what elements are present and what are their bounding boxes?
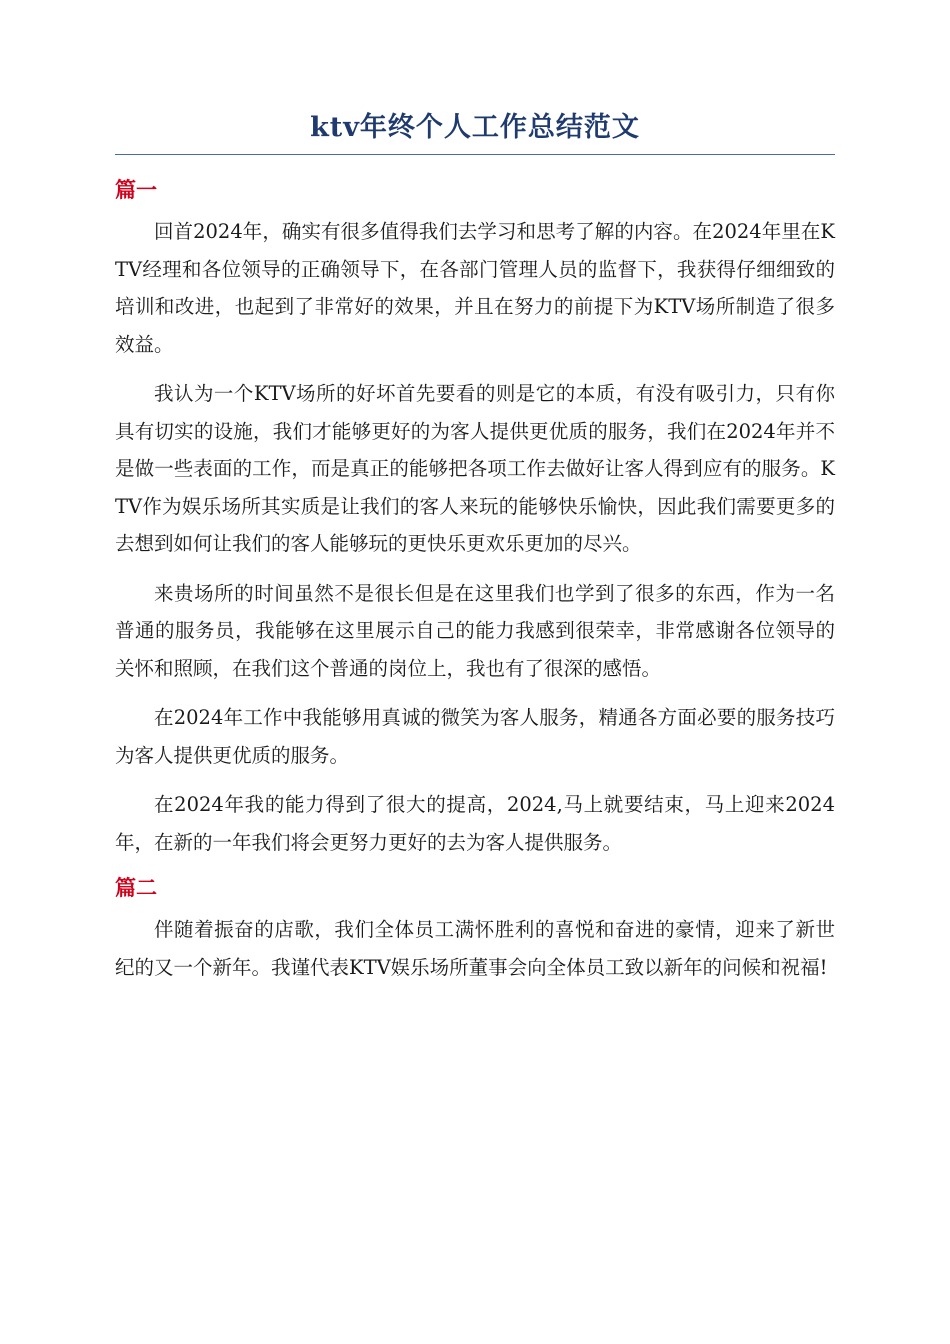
title-divider — [115, 154, 835, 155]
paragraph: 伴随着振奋的店歌，我们全体员工满怀胜利的喜悦和奋进的豪情，迎来了新世纪的又一个新年。我谨代表KTV娱乐场所董事会向全体员工致以新年的问候和祝福! — [115, 918, 835, 979]
paragraph: 在2024年我的能力得到了很大的提高，2024,马上就要结束，马上迎来2024年，在新的一年我们将会更努力更好的去为客人提供服务。 — [115, 793, 835, 854]
section-heading: 篇一 — [115, 178, 157, 202]
document-page — [115, 108, 835, 998]
paragraph: 回首2024年，确实有很多值得我们去学习和思考了解的内容。在2024年里在KTV经理和各位领导的正确领导下，在各部门管理人员的监督下，我获得仔细细致的培训和改进，也起到了非常好的效果，并且在努力的前提下为KTV场所制造了很多效益。 — [115, 220, 835, 356]
paragraph: 在2024年工作中我能够用真诚的微笑为客人服务，精通各方面必要的服务技巧为客人提供更优质的服务。 — [115, 706, 835, 767]
section-heading: 篇二 — [115, 876, 157, 900]
paragraph: 来贵场所的时间虽然不是很长但是在这里我们也学到了很多的东西，作为一名普通的服务员，我能够在这里展示自己的能力我感到很荣幸，非常感谢各位领导的关怀和照顾，在我们这个普通的岗位上，我也有了很深的感悟。 — [115, 581, 835, 680]
paragraph: 我认为一个KTV场所的好坏首先要看的则是它的本质，有没有吸引力，只有你具有切实的设施，我们才能够更好的为客人提供更优质的服务，我们在2024年并不是做一些表面的工作，而是真正的能够把各项工作去做好让客人得到应有的服务。KTV作为娱乐场所其实质是让我们的客人来玩的能够快乐愉快，因此我们需要更多的去想到如何让我们的客人能够玩的更快乐更欢乐更加的尽兴。 — [115, 382, 835, 555]
section-2 — [115, 873, 835, 986]
section-1 — [115, 175, 835, 861]
document-title: ktv年终个人工作总结范文 — [310, 112, 640, 143]
